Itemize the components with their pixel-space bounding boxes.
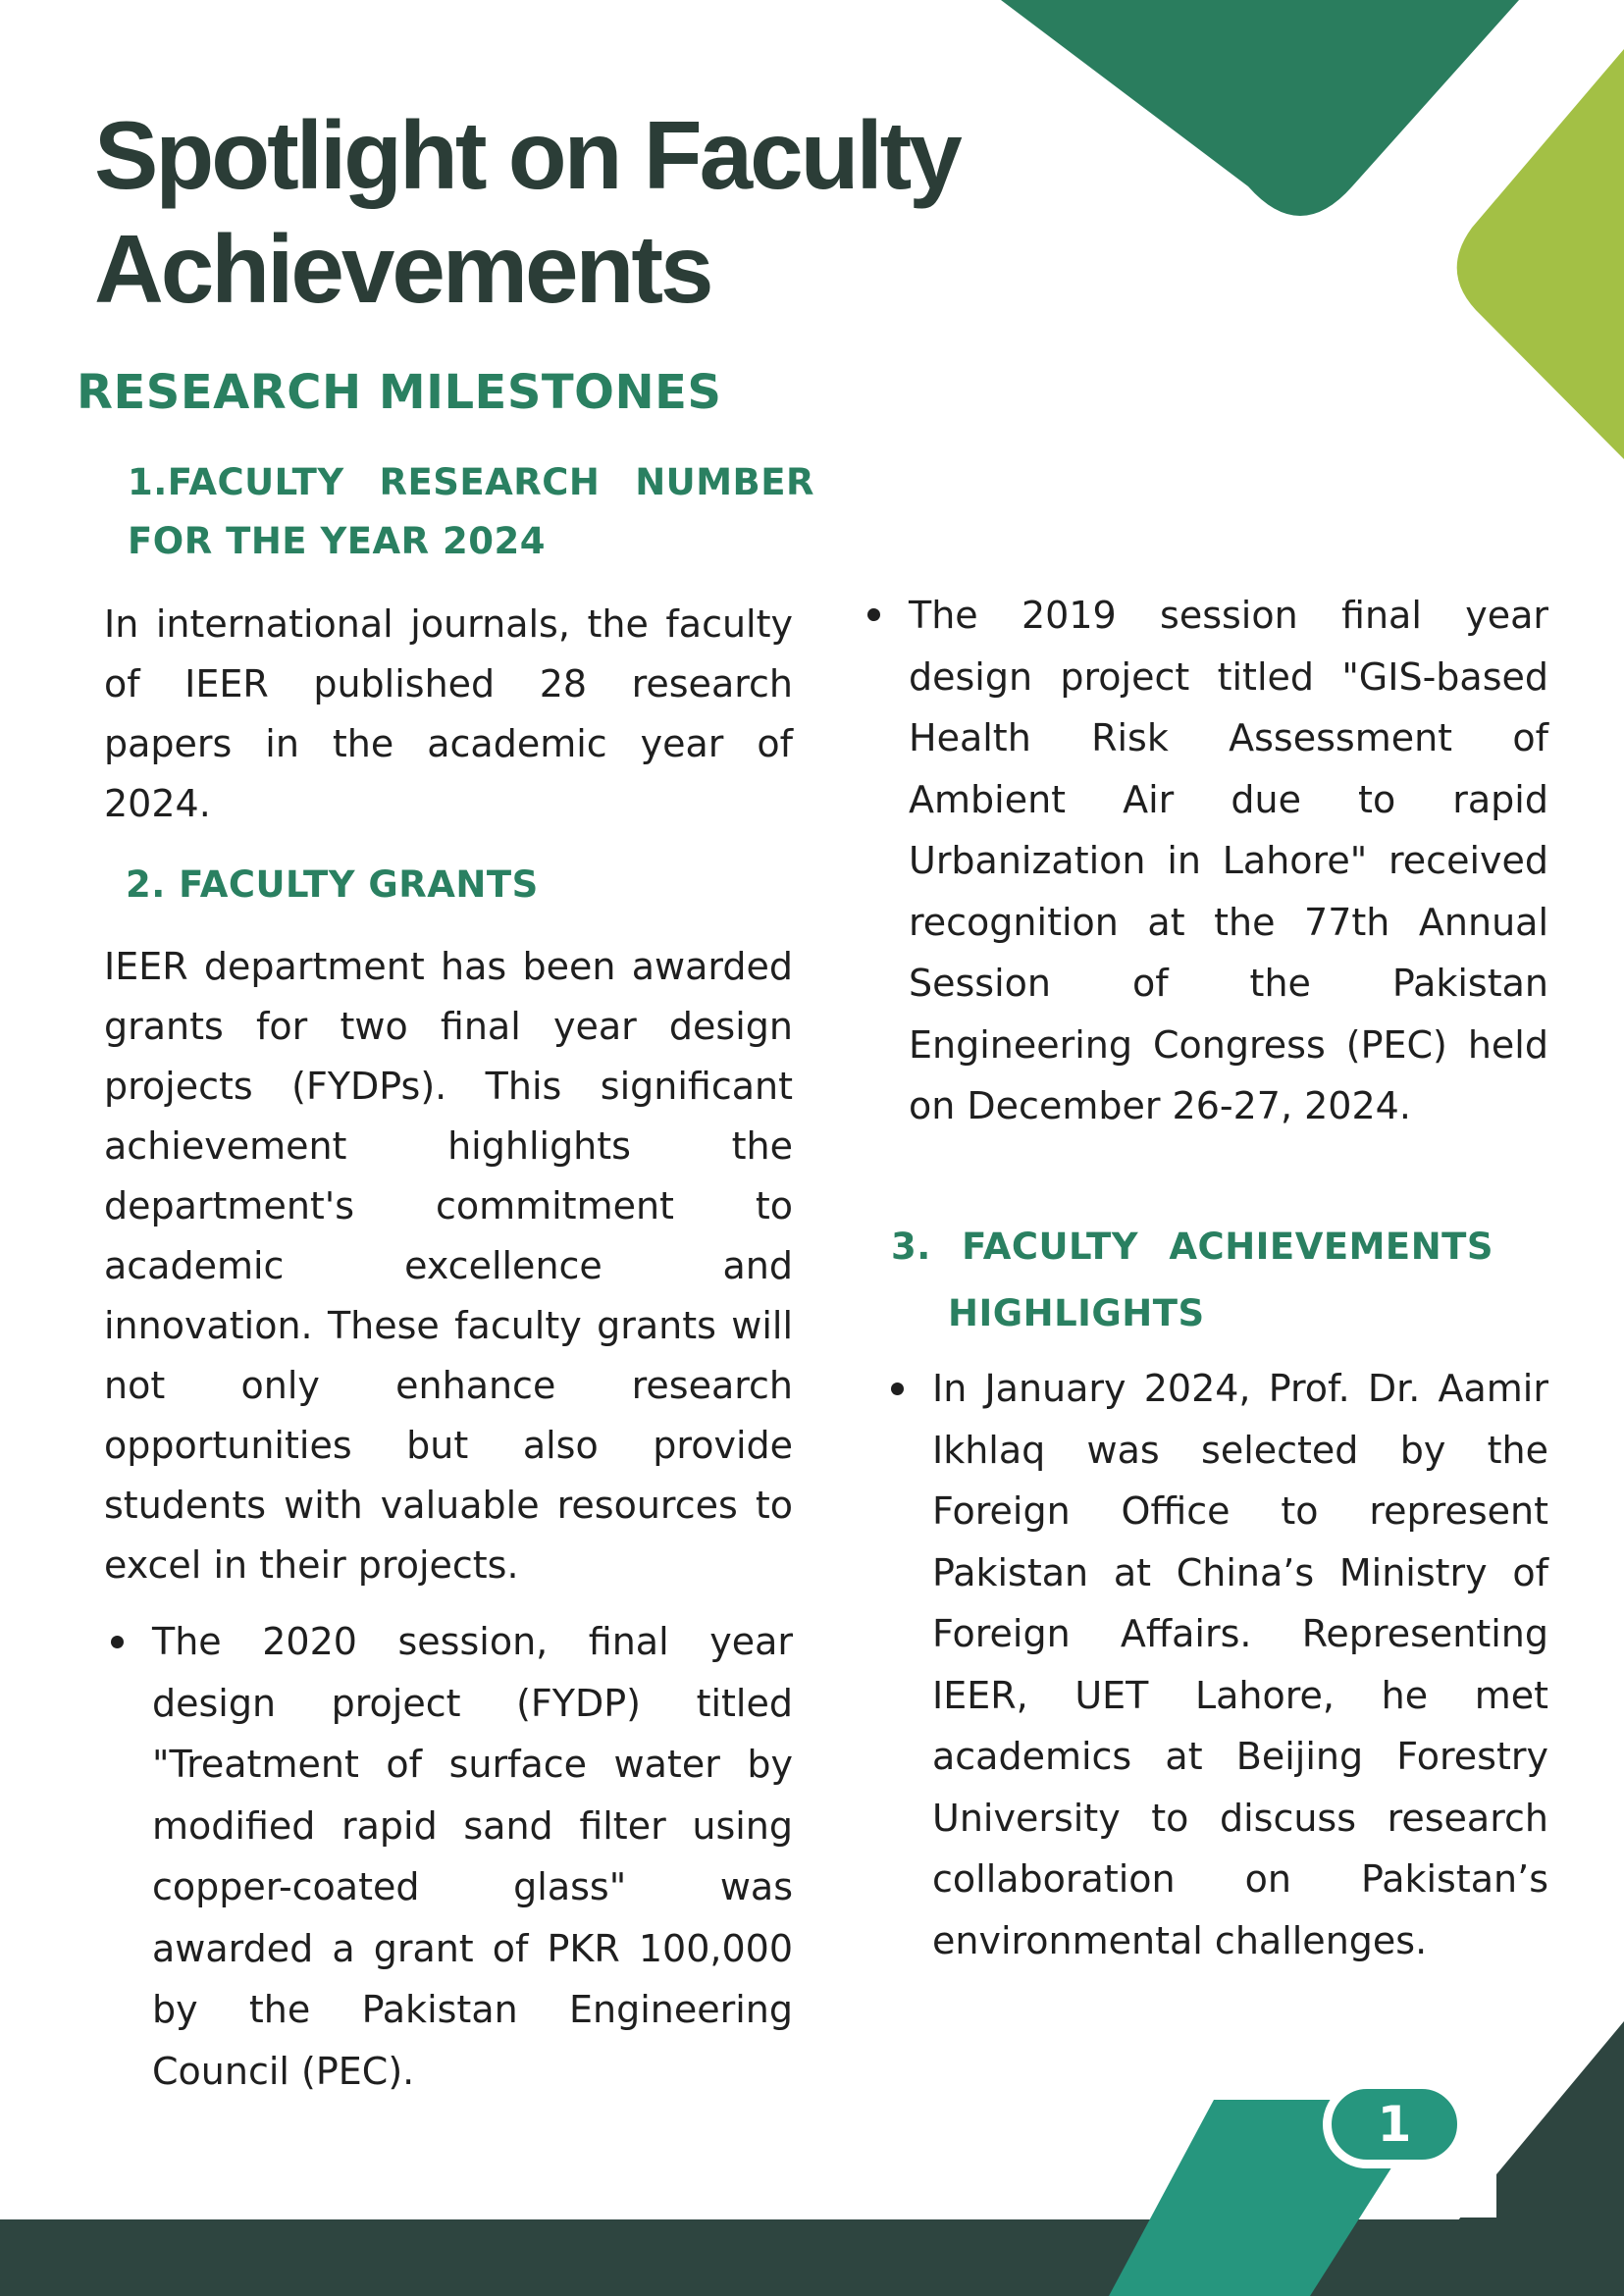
heading-faculty-achievements-highlights [891, 1214, 1519, 1347]
right-lime-shape [1452, 49, 1624, 461]
bullet-2024-foreign-office: In January 2024, Prof. Dr. Aamir Ikhlaq was selected by the Foreign Office to represent Pakistan at China’s Ministry of Foreign Affairs. Representing IEER, UET Lahore, he met academics at Beijing Forestry University to discuss research collaboration on Pakistan’s environmental challenges. [932, 1367, 1548, 1962]
heading-line: 1.FACULTY RESEARCH NUMBER [128, 461, 814, 503]
heading-faculty-grants: 2. FACULTY GRANTS [126, 863, 539, 906]
paragraph-faculty-grants: IEER department has been awarded grants for two final year design projects (FYDPs). This significant achievement highlights the department's commitment to academic excellence and innovation. These faculty grants will not only enhance research opportunities but also provide students with valuable resources to excel in their projects. [104, 945, 793, 1587]
bullet-dot [111, 1636, 124, 1648]
bullet-2020-fydp-grant: The 2020 session, final year design project (FYDP) titled "Treatment of surface water by modified rapid sand filter using copper-coated glass" was awarded a grant of PKR 100,000 by the Pakistan Engineering Council (PEC). [152, 1620, 793, 2093]
bullet-dot [891, 1383, 904, 1395]
bullet-dot [867, 608, 880, 621]
bullet-2019-fydp-recognition: The 2019 session final year design project titled "GIS-based Health Risk Assessment of Ambient Air due to rapid Urbanization in Lahore" received recognition at the 77th Annual Session of the Pakistan Engineering Congress (PEC) held on December 26-27, 2024. [909, 594, 1548, 1127]
section-title: RESEARCH MILESTONES [77, 365, 722, 420]
paragraph-research-papers: In international journals, the faculty of IEER published 28 research papers in the academic year of 2024. [104, 602, 793, 825]
heading-line: FOR THE YEAR 2024 [128, 520, 547, 562]
page-number-badge: 1 [1323, 2080, 1466, 2168]
heading-line: HIGHLIGHTS [948, 1292, 1205, 1334]
heading-line: 3. FACULTY ACHIEVEMENTS [891, 1226, 1494, 1268]
page-title: Spotlight on Faculty Achievements [94, 101, 960, 323]
heading-faculty-research-number [128, 453, 814, 571]
